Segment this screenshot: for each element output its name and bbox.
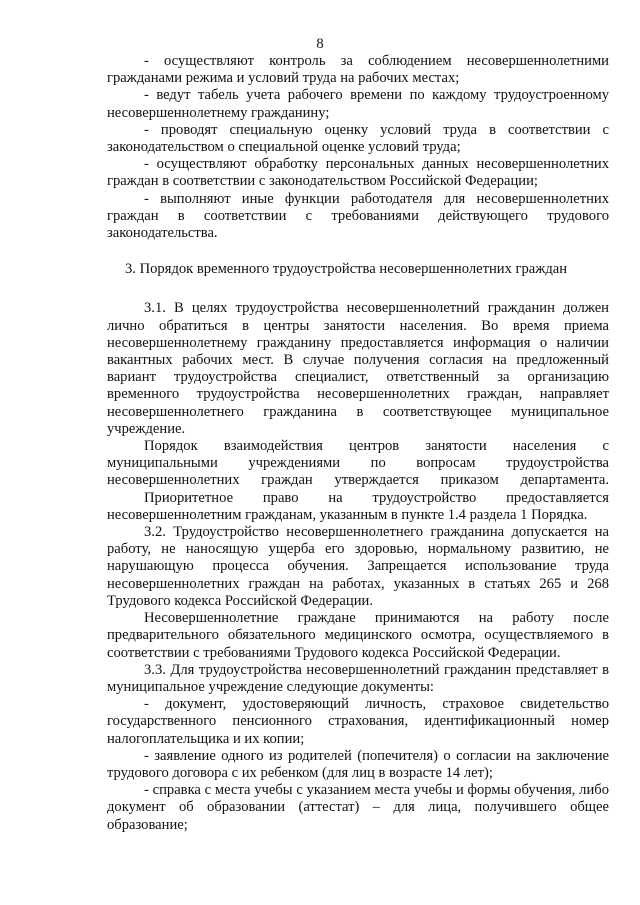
list-item-personal-data: - осуществляют обработку персональных данных несовершеннолетних граждан в соответствии с законодательством Российской Федерации; (107, 156, 609, 190)
paragraph-interaction-order: Порядок взаимодействия центров занятости населения с муниципальными учреждениями по вопросам трудоустройства несовершеннолетних граждан утверждается приказом департамента. (107, 438, 609, 489)
paragraph-medical-exam: Несовершеннолетние граждане принимаются на работу после предварительного обязательного медицинского осмотра, осуществляемого в соответствии с требованиями Трудового кодекса Российской Федерации. (107, 610, 609, 661)
list-item-other-functions: - выполняют иные функции работодателя для несовершеннолетних граждан в соответствии с требованиями действующего трудового законодательства. (107, 190, 609, 242)
section-heading: 3. Порядок временного трудоустройства несовершеннолетних граждан (125, 261, 568, 278)
page-number: 8 (316, 36, 324, 52)
list-item-school-certificate: - справка с места учебы с указанием места учебы и формы обучения, либо документ об образовании (аттестат) – для лица, получившего общее образование; (107, 782, 609, 833)
list-item-labor-assessment: - проводят специальную оценку условий труда в соответствии с законодательством о специальной оценке условий труда; (107, 121, 609, 156)
paragraph-3-2: 3.2. Трудоустройство несовершеннолетнего гражданина допускается на работу, не наносящую ущерба его здоровью, нормальному развитию, не нарушающую процесса обучения. Запрещается использование труда несовершеннолетних граждан на работах, указанных в статьях 265 и 268 Трудового кодекса Российской Федерации. (107, 524, 609, 609)
paragraph-3-3: 3.3. Для трудоустройства несовершеннолетний гражданин представляет в муниципальное учреждение следующие документы: (107, 661, 609, 695)
document-body (107, 53, 609, 834)
list-item-identity-documents: - документ, удостоверяющий личность, страховое свидетельство государственного пенсионного страхования, идентификационный номер налогоплательщика и их копии; (107, 696, 609, 747)
list-item-parent-consent: - заявление одного из родителей (попечителя) о согласии на заключение трудового договора с их ребенком (для лиц в возрасте 14 лет); (107, 747, 609, 781)
list-item-control: - осуществляют контроль за соблюдением несовершеннолетними гражданами режима и условий труда на рабочих местах; (107, 53, 609, 87)
paragraph-priority-right: Приоритетное право на трудоустройство предоставляется несовершеннолетним гражданам, указанным в пункте 1.4 раздела 1 Порядка. (107, 489, 609, 523)
list-item-timesheet: - ведут табель учета рабочего времени по каждому трудоустроенному несовершеннолетнему гражданину; (107, 87, 609, 121)
paragraph-3-1: 3.1. В целях трудоустройства несовершеннолетний гражданин должен лично обратиться в центры занятости населения. Во время приема несовершеннолетнему гражданину предоставляется информация о наличии вакантных рабочих мест. В случае получения согласия на предложенный вариант трудоустройства специалист, ответственный за организацию временного трудоустройства несовершеннолетних граждан, направляет несовершеннолетнего гражданина в соответствующее муниципальное учреждение. (107, 300, 609, 437)
